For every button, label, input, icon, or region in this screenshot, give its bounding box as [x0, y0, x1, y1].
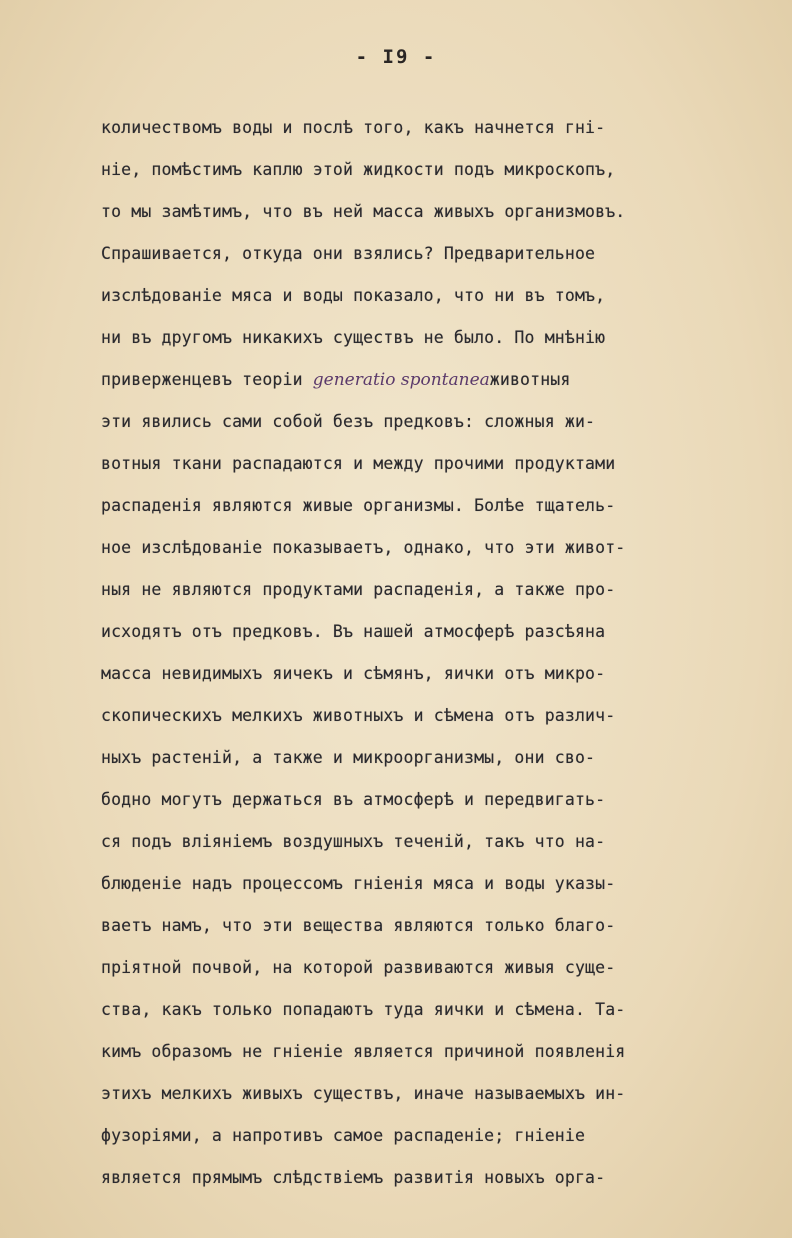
text-line: ныя не являются продуктами распаденія, а также про-	[101, 580, 616, 599]
page-number: - I9 -	[355, 46, 437, 68]
text-line: фузоріями, а напротивъ самое распаденіе; гніеніе	[101, 1126, 586, 1145]
text-line: исходятъ отъ предковъ. Въ нашей атмосферѣ разсѣяна	[101, 622, 606, 641]
handwritten-insert: generatio spontanea	[312, 370, 490, 390]
text-line: ства, какъ только попадаютъ туда яички и сѣмена. Та-	[101, 1000, 626, 1019]
text-line: блюденіе надъ процессомъ гніенія мяса и воды указы-	[101, 874, 616, 893]
text-line: эти явились сами собой безъ предковъ: сложныя жи-	[101, 412, 596, 431]
text-line: ни въ другомъ никакихъ существъ не было. По мнѣнію	[101, 328, 606, 347]
text-line: ныхъ растеній, а также и микроорганизмы, они сво-	[101, 748, 596, 767]
text-line: вотныя ткани распадаются и между прочими продуктами	[101, 454, 616, 473]
text-line: является прямымъ слѣдствіемъ развитія новыхъ орга-	[101, 1168, 606, 1187]
text-line: масса невидимыхъ яичекъ и сѣмянъ, яички отъ микро-	[101, 664, 606, 683]
text-line: ніе, помѣстимъ каплю этой жидкости подъ микроскопъ,	[101, 160, 616, 179]
text-line: скопическихъ мелкихъ животныхъ и сѣмена отъ различ-	[101, 706, 616, 725]
text-line: кимъ образомъ не гніеніе является причиной появленія	[101, 1042, 626, 1061]
text-line: ваетъ намъ, что эти вещества являются только благо-	[101, 916, 616, 935]
body-text	[101, 113, 761, 1205]
text-line: ное изслѣдованіе показываетъ, однако, что эти живот-	[101, 538, 626, 557]
text-line: Спрашивается, откуда они взялись? Предварительное	[101, 244, 596, 263]
text-line: количествомъ воды и послѣ того, какъ начнется гні-	[101, 118, 606, 137]
text-line: то мы замѣтимъ, что въ ней масса живыхъ организмовъ.	[101, 202, 626, 221]
text-line: пріятной почвой, на которой развиваются живыя суще-	[101, 958, 616, 977]
text-line: этихъ мелкихъ живыхъ существъ, иначе называемыхъ ин-	[101, 1084, 626, 1103]
text-line: бодно могутъ держаться въ атмосферѣ и передвигать-	[101, 790, 606, 809]
text-line: распаденія являются живые организмы. Болѣе тщатель-	[101, 496, 616, 515]
text-line: ся подъ вліяніемъ воздушныхъ теченій, такъ что на-	[101, 832, 606, 851]
text-line: изслѣдованіе мяса и воды показало, что ни въ томъ,	[101, 286, 606, 305]
text-line: приверженцевъ теоріи generatio spontaneaживотныя	[101, 370, 571, 390]
